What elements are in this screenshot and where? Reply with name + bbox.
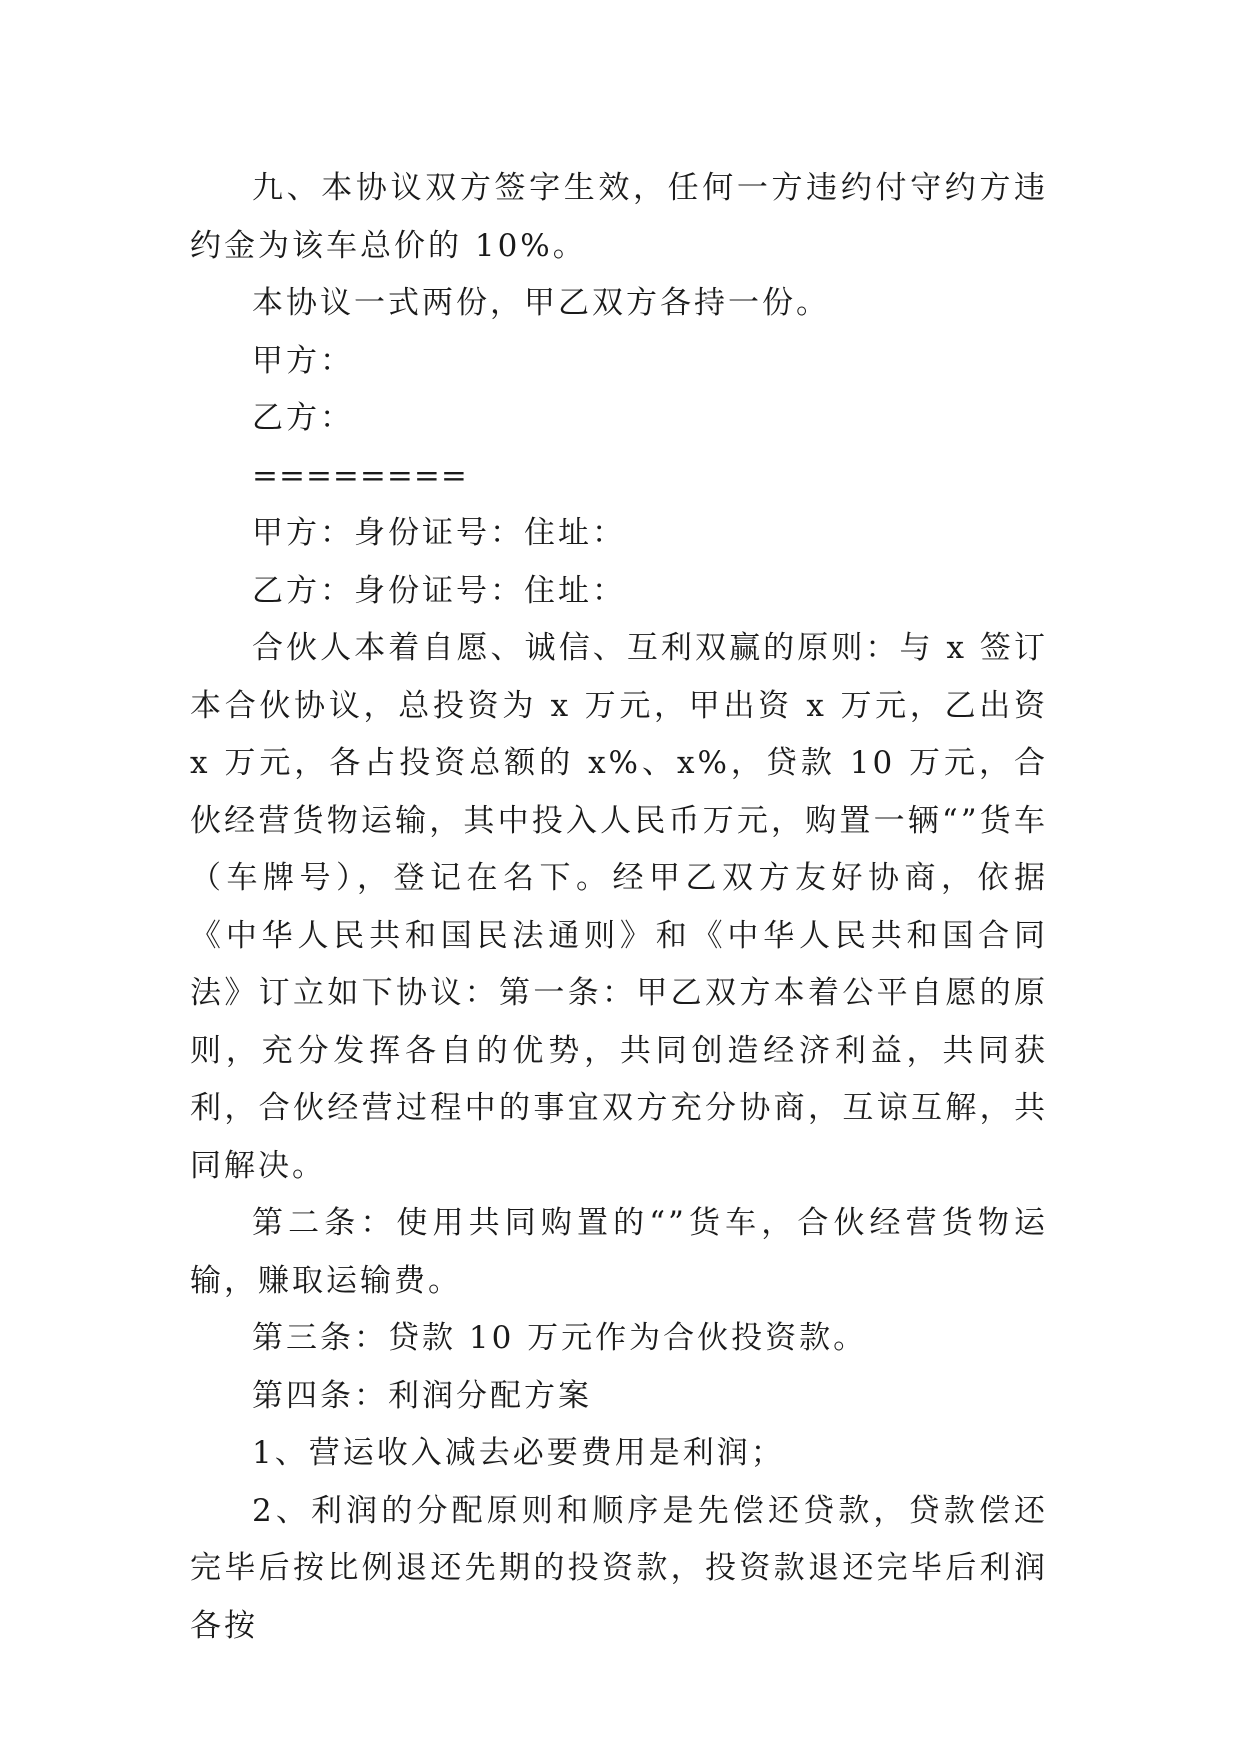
party-a-signature-label: 甲方： (252, 342, 354, 379)
profit-item-two: 2、利润的分配原则和顺序是先偿还贷款，贷款偿还完毕后按比例退还先期的投资款，投资款退还完毕后利润各按 (190, 1492, 1048, 1644)
article-three: 第三条：贷款 10 万元作为合伙投资款。 (252, 1320, 868, 1356)
document-page (190, 160, 1048, 1655)
copies-statement: 本协议一式两份，甲乙双方各持一份。 (252, 285, 830, 321)
article-four-heading: 第四条：利润分配方案 (252, 1377, 592, 1414)
profit-item-one: 1、营运收入减去必要费用是利润； (252, 1435, 785, 1471)
party-b-signature-label: 乙方： (252, 400, 354, 436)
preamble-and-article-one: 合伙人本着自愿、诚信、互利双赢的原则：与 x 签订本合伙协议，总投资为 x 万元，甲出资 x 万元，乙出资 x 万元，各占投资总额的 x%、x%，贷款 10 万元，合伙经营货物运输，其中投入人民币万元，购置一辆“”货车（车牌号），登记在名下。经甲乙双方友好协商，依据《中华人民共和国民法通则》和《中华人民共和国合同法》订立如下协议：第一条：甲乙双方本着公平自愿的原则，充分发挥各自的优势，共同创造经济利益，共同获利，合伙经营过程中的事宜双方充分协商，互谅互解，共同解决。 (190, 630, 1048, 1184)
article-two: 第二条：使用共同购置的“”货车，合伙经营货物运输，赚取运输费。 (190, 1205, 1048, 1299)
party-a-info: 甲方：身份证号：住址： (252, 515, 626, 551)
section-separator: ======== (252, 457, 468, 494)
party-b-info: 乙方：身份证号：住址： (252, 572, 626, 609)
clause-nine: 九、本协议双方签字生效，任何一方违约付守约方违约金为该车总价的 10%。 (190, 170, 1048, 264)
